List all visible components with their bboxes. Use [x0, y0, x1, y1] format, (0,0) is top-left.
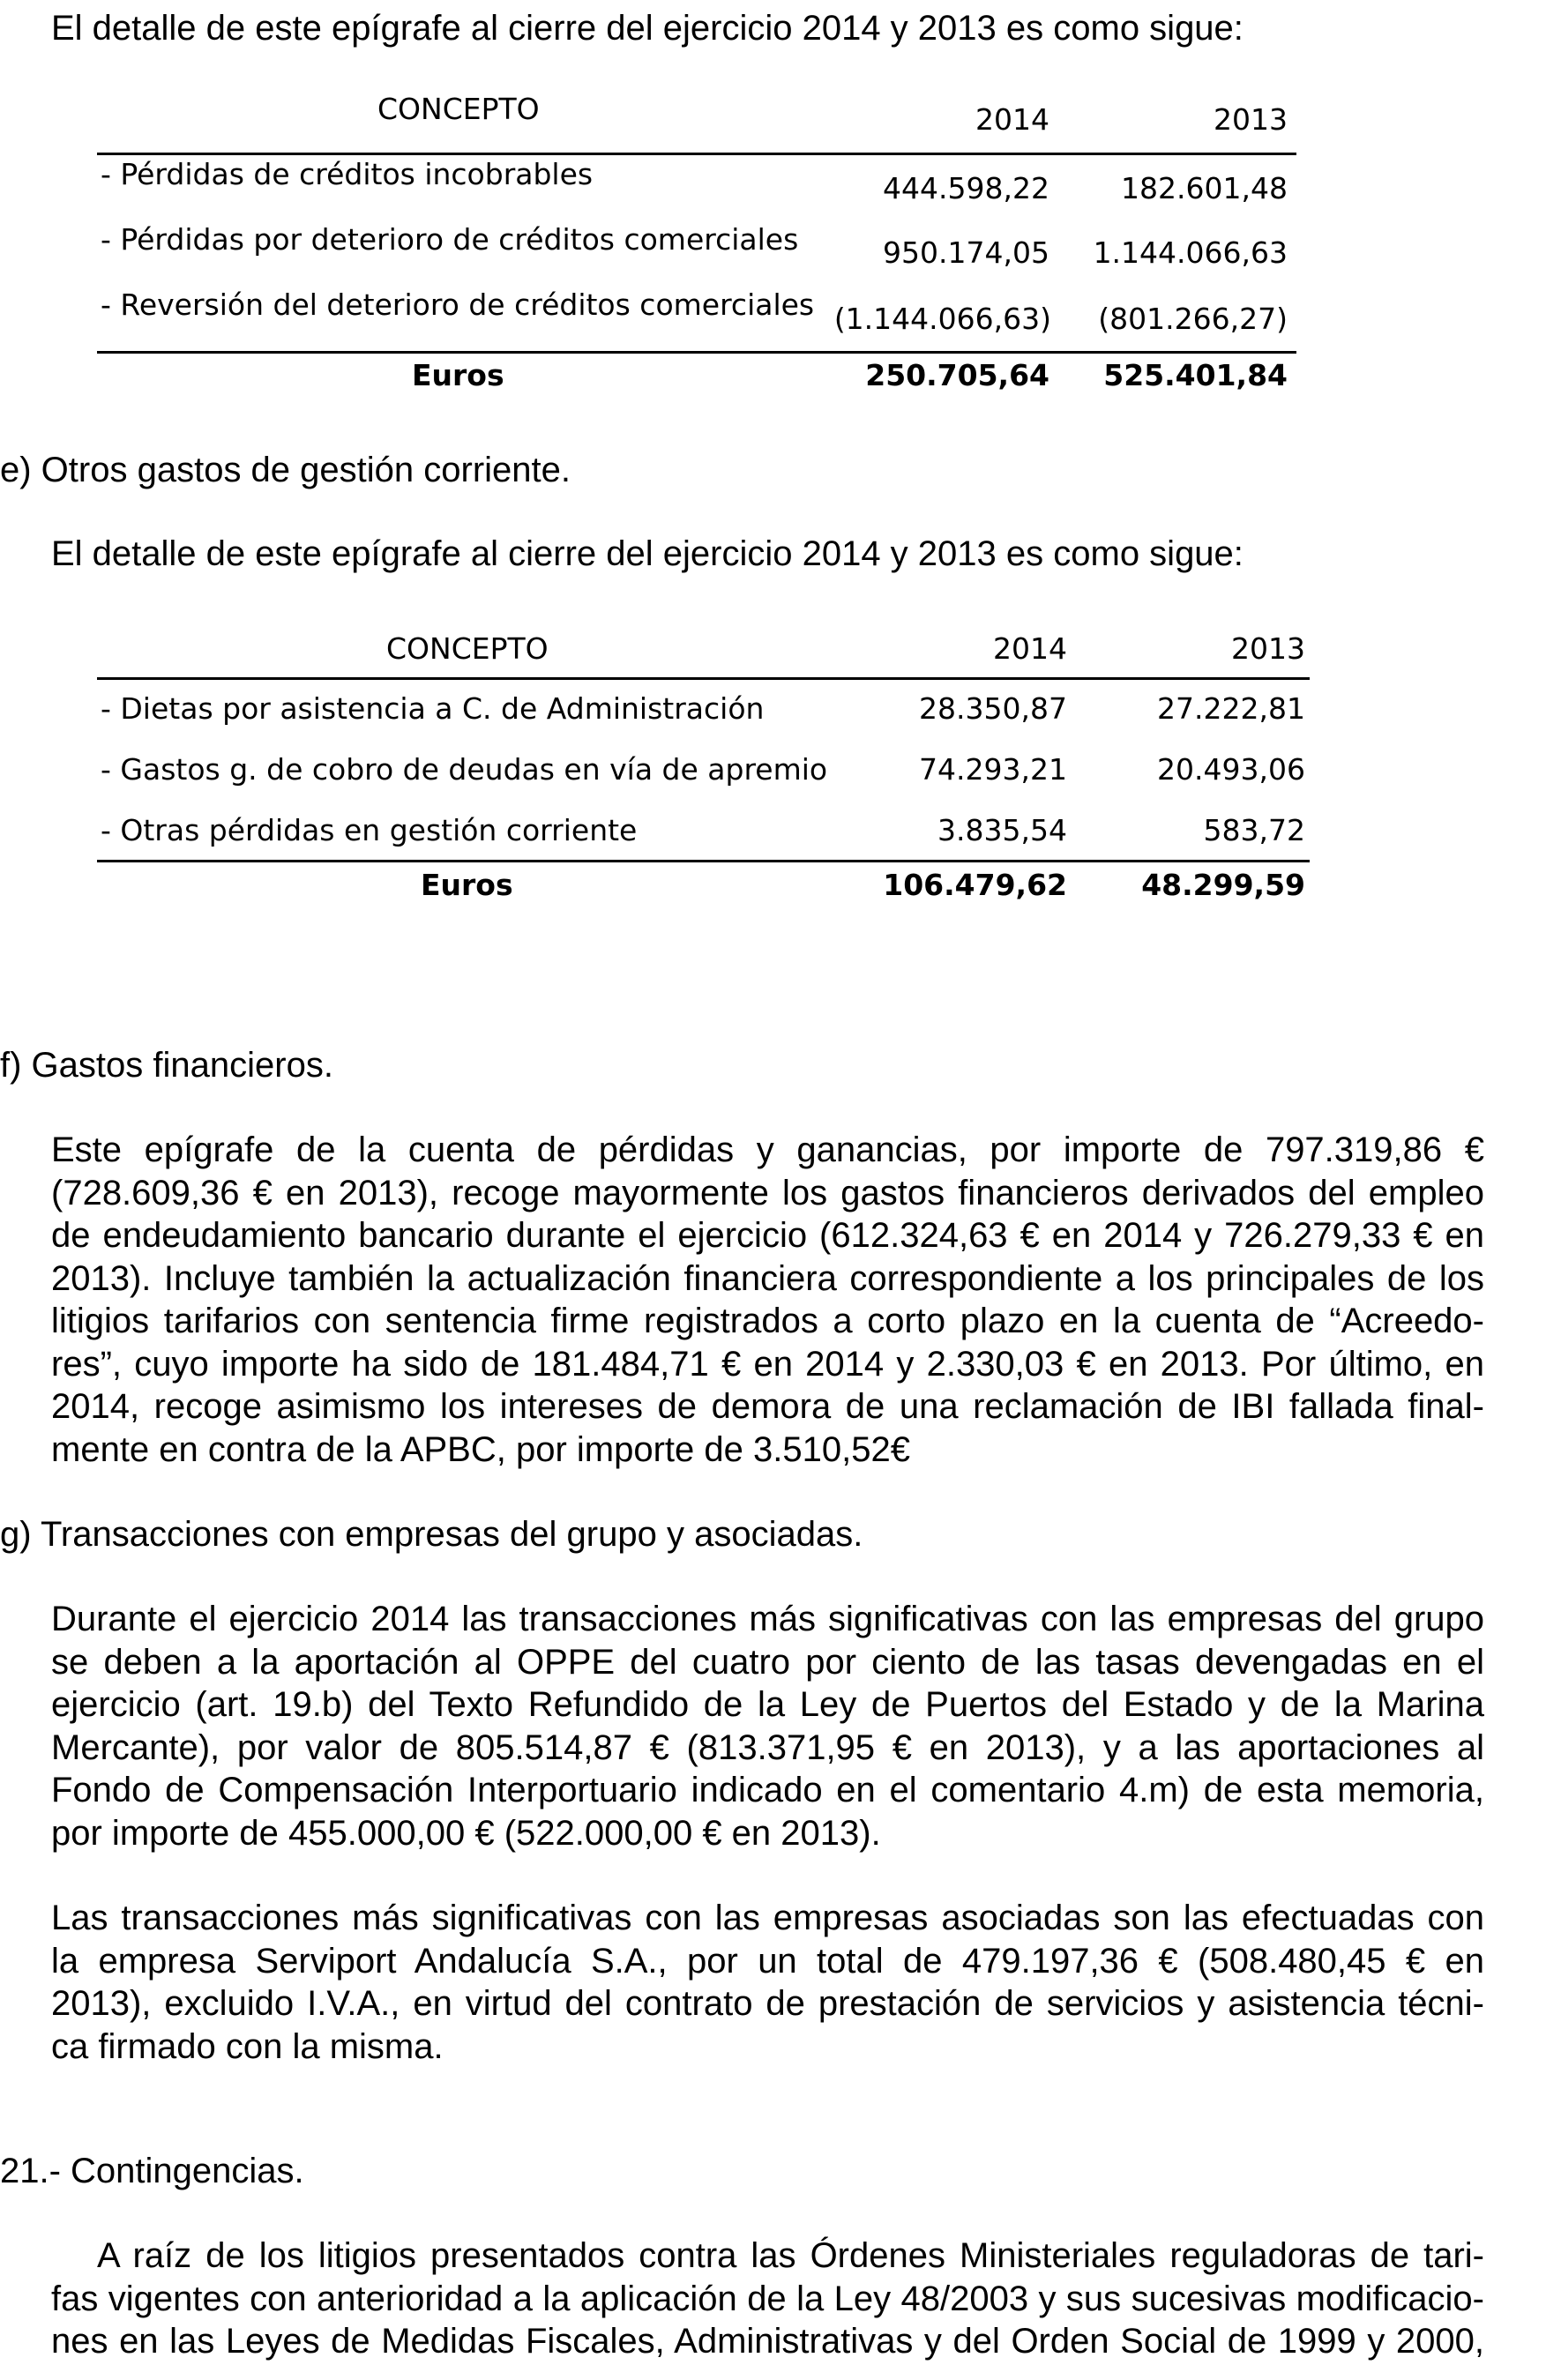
table-2-header-2014: 2014: [993, 631, 1067, 666]
paragraph-line: ejercicio (art. 19.b) del Texto Refundido de la Ley de Puertos del Estado y de la Marina: [51, 1685, 1484, 1724]
paragraph-line: Las transacciones más significativas con las empresas asociadas son las efectuadas con: [51, 1899, 1484, 1937]
table-2-header-concept: CONCEPTO: [386, 631, 549, 666]
table-2-row-concept: - Dietas por asistencia a C. de Administración: [101, 691, 765, 726]
table-1-total-2014: 250.705,64: [865, 358, 1049, 392]
table-2-row-2013: 20.493,06: [1157, 752, 1305, 787]
table-1-row-concept: - Reversión del deterioro de créditos comerciales: [101, 287, 815, 322]
paragraph-line: Durante el ejercicio 2014 las transacciones más significativas con las empresas del grupo: [51, 1600, 1484, 1638]
paragraph-line: A raíz de los litigios presentados contra las Órdenes Ministeriales reguladoras de tari-: [97, 2236, 1484, 2275]
table-1-total-2013: 525.401,84: [1103, 358, 1288, 392]
table-1-row-2013: 1.144.066,63: [1093, 235, 1288, 270]
table-2-total-label: Euros: [421, 868, 513, 902]
paragraph-line: litigios tarifarios con sentencia firme registrados a corto plazo en la cuenta de “Acreedo-: [51, 1302, 1484, 1340]
table-1-row-2013: (801.266,27): [1098, 302, 1288, 336]
paragraph-gastos-financieros: [51, 1129, 1484, 1471]
section-heading-21: 21.- Contingencias.: [0, 2152, 304, 2190]
table-2-row-2014: 3.835,54: [937, 813, 1067, 847]
paragraph-empresas-grupo: [51, 1598, 1484, 1854]
paragraph-line: de endeudamiento bancario durante el ejercicio (612.324,63 € en 2014 y 726.279,33 € en: [51, 1216, 1484, 1255]
section-heading-f: f) Gastos financieros.: [0, 1046, 333, 1085]
table-2-header-2013: 2013: [1231, 631, 1305, 666]
table-2-total-2013: 48.299,59: [1141, 868, 1305, 902]
table-1-row-2013: 182.601,48: [1121, 171, 1288, 205]
paragraph-line: 2013). Incluye también la actualización financiera correspondiente a los principales de los: [51, 1258, 1484, 1298]
table-1-header-2014: 2014: [975, 102, 1049, 137]
paragraph-line: ca firmado con la misma.: [51, 2026, 444, 2066]
paragraph-line: Fondo de Compensación Interportuario indicado en el comentario 4.m) de esta memoria,: [51, 1771, 1484, 1809]
paragraph-line: se deben a la aportación al OPPE del cuatro por ciento de las tasas devengadas en el: [51, 1642, 1484, 1682]
table-1-total-label: Euros: [412, 358, 504, 392]
table-1-header-2013: 2013: [1214, 102, 1288, 137]
table-1-row-concept: - Pérdidas por deterioro de créditos comerciales: [101, 222, 799, 257]
section-heading-e: e) Otros gastos de gestión corriente.: [0, 451, 571, 489]
table-1-row-concept: - Pérdidas de créditos incobrables: [101, 157, 594, 191]
table-2-row-2014: 74.293,21: [919, 752, 1067, 787]
paragraph-line: 2014, recoge asimismo los intereses de demora de una reclamación de IBI fallada final-: [51, 1387, 1484, 1426]
paragraph-line: nes en las Leyes de Medidas Fiscales, Administrativas y del Orden Social de 1999 y 2000,: [51, 2322, 1484, 2361]
table-2-header-rule: [97, 677, 1310, 680]
table-2-row-2013: 27.222,81: [1157, 691, 1305, 726]
paragraph-line: fas vigentes con anterioridad a la aplicación de la Ley 48/2003 y sus sucesivas modificacio-: [51, 2279, 1484, 2318]
section-heading-g: g) Transacciones con empresas del grupo y asociadas.: [0, 1515, 863, 1554]
intro-text-2: El detalle de este epígrafe al cierre del ejercicio 2014 y 2013 es como sigue:: [51, 534, 1244, 573]
table-1-header-rule: [97, 153, 1296, 155]
table-2-total-rule: [97, 860, 1310, 862]
table-1-header-concept: CONCEPTO: [377, 92, 540, 126]
paragraph-line: Este epígrafe de la cuenta de pérdidas y ganancias, por importe de 797.319,86 €: [51, 1130, 1484, 1169]
table-1-total-rule: [97, 351, 1296, 354]
paragraph-contingencias: [51, 2235, 1484, 2363]
table-1-row-2014: 950.174,05: [883, 235, 1049, 270]
paragraph-empresas-asociadas: [51, 1897, 1484, 2068]
paragraph-line: Mercante), por valor de 805.514,87 € (813.371,95 € en 2013), y a las aportaciones al: [51, 1727, 1484, 1767]
table-2-total-2014: 106.479,62: [883, 868, 1067, 902]
paragraph-line: res”, cuyo importe ha sido de 181.484,71 € en 2014 y 2.330,03 € en 2013. Por último, en: [51, 1344, 1484, 1384]
paragraph-line: (728.609,36 € en 2013), recoge mayormente los gastos financieros derivados del empleo: [51, 1173, 1484, 1212]
table-2-row-2014: 28.350,87: [919, 691, 1067, 726]
table-1-row-2014: 444.598,22: [883, 171, 1049, 205]
intro-text-1: El detalle de este epígrafe al cierre del ejercicio 2014 y 2013 es como sigue:: [51, 9, 1244, 48]
table-2-row-2013: 583,72: [1203, 813, 1305, 847]
table-2-row-concept: - Gastos g. de cobro de deudas en vía de apremio: [101, 752, 828, 787]
table-2-row-concept: - Otras pérdidas en gestión corriente: [101, 813, 638, 847]
paragraph-line: 2013), excluido I.V.A., en virtud del contrato de prestación de servicios y asistencia técni-: [51, 1984, 1484, 2023]
paragraph-line: la empresa Serviport Andalucía S.A., por un total de 479.197,36 € (508.480,45 € en: [51, 1941, 1484, 1981]
paragraph-line: mente en contra de la APBC, por importe de 3.510,52€: [51, 1429, 910, 1469]
paragraph-line: por importe de 455.000,00 € (522.000,00 € en 2013).: [51, 1813, 881, 1853]
table-1-row-2014: (1.144.066,63): [833, 302, 1051, 336]
